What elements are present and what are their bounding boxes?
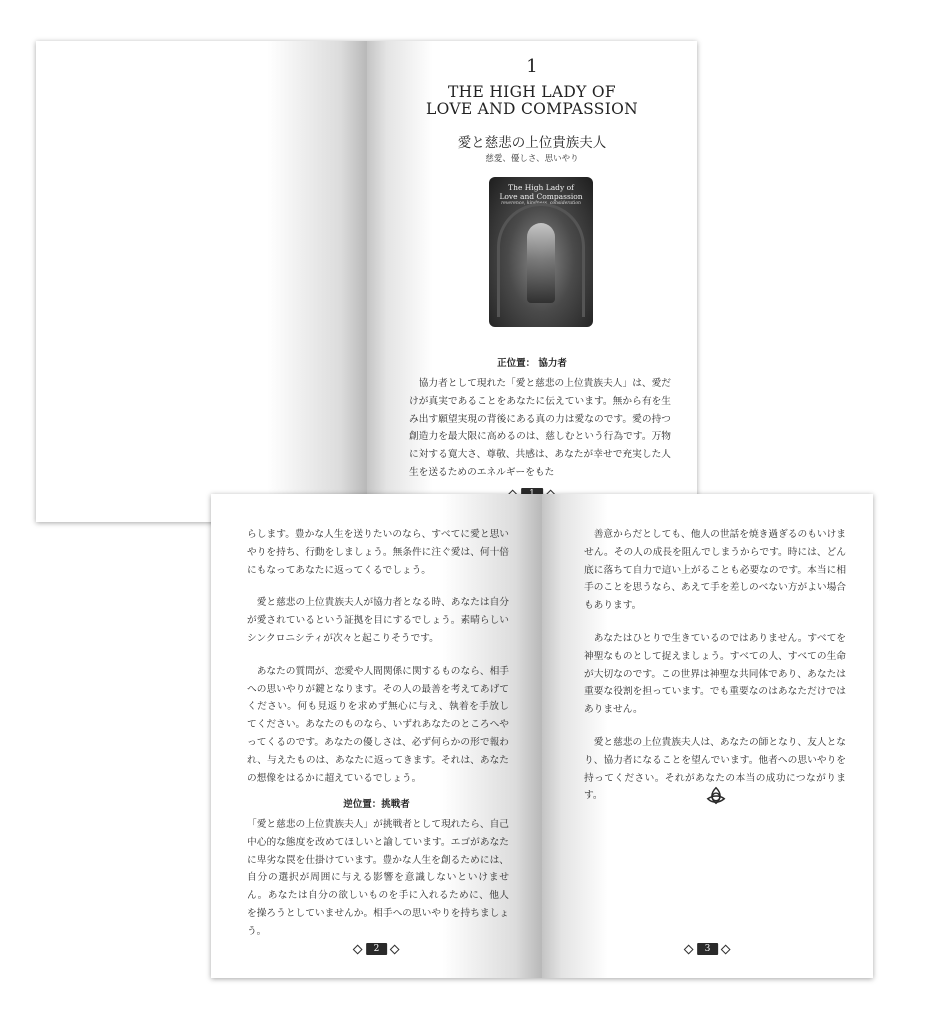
card-title-line-2: LOVE AND COMPASSION <box>426 100 638 118</box>
folio-ornament-right-icon <box>389 945 401 953</box>
folio-ornament-left-icon <box>352 945 364 953</box>
page-2-paragraph-4: 「愛と慈悲の上位貴族夫人」が挑戦者として現れたら、自己中心的な態度を改めてほしいと諭しています。エゴがあなたに卑劣な罠を仕掛けています。豊かな人生を創るためには、自分の選択が周囲に与える影響を意識しないといけません。あなたは自分の欲しいものを手に入れるために、他人を操ろうとしていませんか。相手への思いやりを持ちましょう。 <box>247 819 509 937</box>
page-number-3 <box>683 943 733 955</box>
page-3-paragraph-3: 愛と慈悲の上位貴族夫人は、あなたの師となり、友人となり、協力者になることを望んでいます。他者への思いやりを持ってください。それがあなたの本当の成功につながります。 <box>584 736 846 802</box>
card-title-english <box>367 84 697 118</box>
blank-left-page <box>36 41 367 522</box>
card-title-line-1: THE HIGH LADY OF <box>448 83 616 101</box>
folio-ornament-left-icon <box>683 945 695 953</box>
folio-number: 2 <box>366 943 388 955</box>
page-2-paragraph-1: らします。豊かな人生を送りたいのなら、すべてに愛と思いやりを持ち、行動をしましょう。無条件に注ぐ愛は、何十倍にもなってあなたに返ってくるでしょう。 <box>247 529 509 576</box>
page-2-paragraph-3: あなたの質問が、恋愛や人間関係に関するものなら、相手への思いやりが鍵となります。その人の最善を考えてあげてください。何も見返りを求めず無心に与え、執着を手放してください。あなたのものなら、いずれあなたのところへやってくるのです。あなたの優しさは、必ず何らかの形で報われ、与えたものは、あなたに返ってきます。それは、あなたの想像をはるかに超えているでしょう。 <box>247 665 509 784</box>
page-2 <box>211 494 542 978</box>
page-number-2 <box>352 943 402 955</box>
page-1 <box>367 41 697 522</box>
card-lady-figure <box>527 223 555 303</box>
folio-number: 3 <box>697 943 719 955</box>
card-number: 1 <box>526 56 538 77</box>
page-2-lower-text <box>247 816 509 941</box>
page-3-paragraph-1: 善意からだとしても、他人の世話を焼き過ぎるのもいけません。その人の成長を阻んでしまうからです。時には、どん底に落ちて自力で這い上がることも必要なのです。本当に相手のことを思うなら、あえて手を差しのべない方がよい場合もあります。 <box>584 529 846 612</box>
upright-heading: 正位置： 協力者 <box>497 358 567 369</box>
upright-paragraph: 協力者として現れた「愛と慈悲の上位貴族夫人」は、愛だけが真実であることをあなたに伝えています。無から有を生み出す願望実現の背後にある真の力は愛なのです。愛の持つ創造力を最大限に高めるのは、慈しむという行為です。万物に対する寛大さ、尊敬、共感は、あなたが幸せで充実した人生を送るためのエネルギーをもた <box>409 378 671 478</box>
oracle-card-image <box>489 177 593 327</box>
card-title-japanese: 愛と慈悲の上位貴族夫人 <box>457 135 607 151</box>
page-2-upper-text <box>247 526 509 787</box>
folio-ornament-right-icon <box>720 945 732 953</box>
reversed-heading: 逆位置：挑戦者 <box>343 799 410 810</box>
page-3-text <box>584 526 846 805</box>
card-image-title-line-2: Love and Compassion <box>499 192 583 201</box>
bottom-book-spread <box>211 494 873 978</box>
page-3 <box>542 494 873 978</box>
card-image-subtitle: reverence, kindness, consideration <box>501 201 581 206</box>
top-book-spread <box>36 41 697 522</box>
page-3-paragraph-2: あなたはひとりで生きているのではありません。すべてを神聖なものとして捉えましょう。すべての人、すべての生命が大切なのです。この世界は神聖な共同体であり、あなたは重要な役割を担っています。でも重要なのはあなただけではありません。 <box>584 632 846 716</box>
triquetra-ornament-icon <box>705 785 727 807</box>
card-image-title-line-1: The High Lady of <box>508 183 574 192</box>
page-2-paragraph-2: 愛と慈悲の上位貴族夫人が協力者となる時、あなたは自分が愛されているという証拠を目にするでしょう。素晴らしいシンクロニシティが次々と起こりそうです。 <box>247 597 509 644</box>
card-keywords: 慈愛、優しさ、思いやり <box>485 154 579 164</box>
